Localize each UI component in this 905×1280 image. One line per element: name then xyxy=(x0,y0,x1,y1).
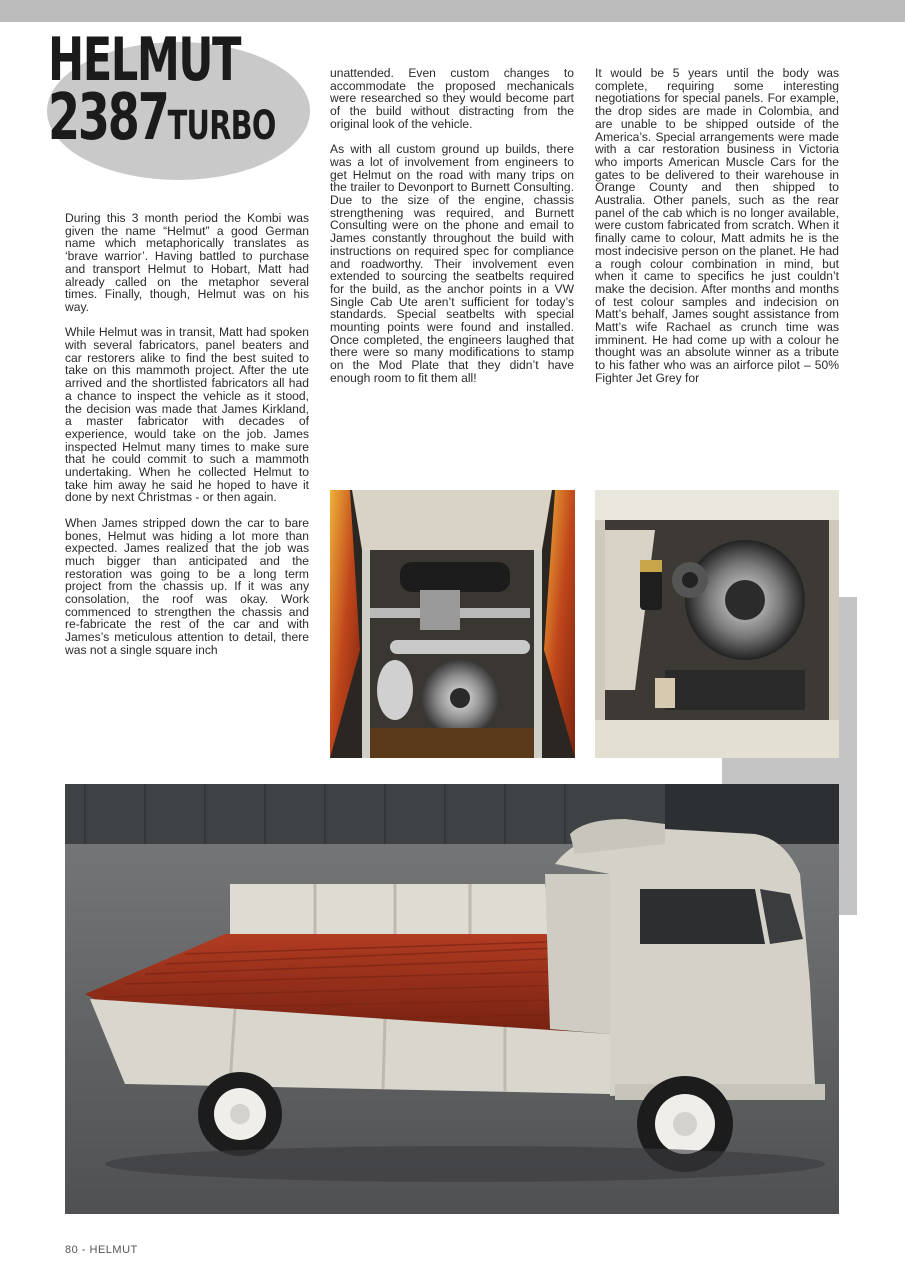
paragraph: During this 3 month period the Kombi was given the name “Helmut” a good German name which metaphorically translates as ‘brave warrior’. Having battled to purchase and transport Helmut to Hobart, Matt had already called on the metaphor several times. Finally, though, Helmut was on his way. xyxy=(65,211,309,314)
text-column-1 xyxy=(65,212,309,669)
engine-closeup-photo xyxy=(595,490,839,758)
title-number: 2387 xyxy=(48,81,168,155)
paragraph: While Helmut was in transit, Matt had spoken with several fabricators, panel beaters and car restorers alike to find the best suited to take on this mammoth project. After the ute arrived and the shortlisted fabricators all had a chance to inspect the vehicle as it stood, the decision was made that James Kirkland, a master fabricator with decades of experience, would take on the job. James inspected Helmut many times to make sure that he could commit to such a mammoth undertaking. When he collected Helmut to take him away he said he hoped to have it done by next Christmas - or then again. xyxy=(65,325,309,505)
page-footer: 80 - HELMUT xyxy=(65,1244,138,1256)
paragraph: As with all custom ground up builds, there was a lot of involvement from engineers to get Helmut on the road with many trips on the trailer to Devonport to Burnett Consulting. Due to the size of the engine, chassis strengthening was required, and Burnett Consulting were on the phone and email to James constantly throughout the build with instructions on required spec for compliance and roadworthy. Their involvement even extended to sourcing the seatbelts required for the build, as the anchor points in a VW Single Cab Ute aren’t sufficient for today’s standards. Special seatbelts with special mounting points were found and installed. Once completed, the engineers laughed that there were so many modifications to stamp on the Mod Plate that they didn’t have enough room to fit them all! xyxy=(330,142,574,385)
title-line1: HELMUT xyxy=(48,25,241,95)
text-column-3 xyxy=(595,67,839,397)
title-line2 xyxy=(48,81,276,155)
paragraph: unattended. Even custom changes to accommodate the proposed mechanicals were researched so they would become part of the build without distracting from the original look of the vehicle. xyxy=(330,66,574,131)
paragraph: When James stripped down the car to bare bones, Helmut was hiding a lot more than expected. James realized that the job was much bigger than anticipated and the restoration was going to be a long term project from the chassis up. If it was any consolation, the roof was okay. Work commenced to strengthen the chassis and re-fabricate the rest of the car and with James’s meticulous attention to detail, there was not a single square inch xyxy=(65,515,309,657)
text-column-2 xyxy=(330,67,574,397)
article-title xyxy=(48,25,364,155)
paragraph: It would be 5 years until the body was complete, requiring some interesting negotiations for special panels. For example, the drop sides are made in Colombia, and are unable to be shipped outside of the America’s. Special arrangements were made with a car restoration business in Victoria who imports American Muscle Cars for the gates to be delivered to their warehouse in Orange County and then shipped to Australia. Other panels, such as the rear panel of the cab which is no longer available, were custom fabricated from scratch. When it finally came to colour, Matt admits he is the most indecisive person on the planet. He had a rough colour combination in mind, but when it came to specifics he just couldn’t make the decision. After months and months of test colour samples and indecision on Matt’s behalf, James sought assistance from Matt’s wife Rachael as crunch time was imminent. He had come up with a colour he thought was an absolute winner as a tribute to his father who was an airforce pilot – 50% Fighter Jet Grey for xyxy=(595,66,839,385)
engine-bay-photo xyxy=(330,490,575,758)
top-bar xyxy=(0,0,905,22)
ute-photo xyxy=(65,784,839,1214)
title-suffix: TURBO xyxy=(167,103,276,149)
